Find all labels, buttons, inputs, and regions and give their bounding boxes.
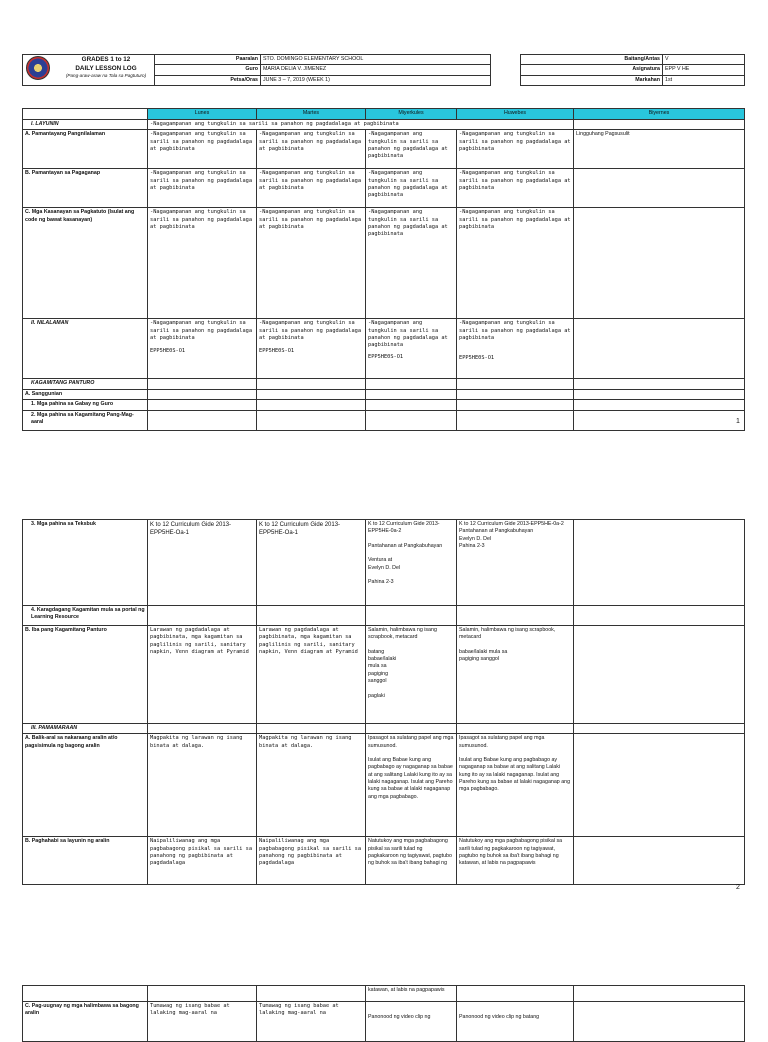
karagdagang-kagamitan-label: 4. Karagdagang Kagamitan mula sa portal ng Learning Resource — [23, 606, 148, 626]
petsa-label: Petsa/Oras — [155, 75, 261, 85]
cell-uugnay-huwebes: Panonood ng video clip ng batang — [457, 1002, 574, 1042]
sanggunian-label: A. Sanggunian — [23, 389, 148, 399]
row-label-b: B. Pamantayan sa Pagaganap — [23, 169, 148, 208]
nil-text-huwebes: -Nagagampanan ang tungkulin sa sarili sa panahon ng pagdadalaga at pagbibinata — [459, 320, 571, 341]
cell-a-huwebes: -Nagagampanan ang tungkulin sa sarili sa panahon ng pagdadalaga at pagbibinata — [457, 130, 574, 169]
cell-a-lunes: -Nagagampanan ang tungkulin sa sarili sa panahon ng pagdadalaga at pagbibinata — [148, 130, 257, 169]
nil-text-lunes: -Nagagampanan ang tungkulin sa sarili sa panahon ng pagdadalaga at pagbibinata — [150, 320, 253, 341]
cell-iba-martes: Larawan ng pagdadalaga at pagbibinata, mga kagamitan sa paglilinis ng sarili, sanitary napkin, Venn diagram at Pyramid — [257, 626, 366, 724]
paghahabi-label: B. Paghahabi sa layunin ng aralin — [23, 837, 148, 885]
asignatura-value: EPP V HE — [663, 65, 745, 75]
pamamaraan-label: III. PAMAMARAAN — [23, 724, 148, 734]
row-label-a: A. Pamantayang Pangnilalaman — [23, 130, 148, 169]
petsa-value: JUNE 3 – 7, 2019 (WEEK 1) — [261, 75, 491, 85]
cell-c-lunes: -Nagagampanan ang tungkulin sa sarili sa panahon ng pagdadalaga at pagbibinata — [148, 208, 257, 319]
pag-uugnay-label: C. Pag-uugnay ng mga halimbawa sa bagong aralin — [23, 1002, 148, 1042]
cell-iba-miyerkules: Salamin, halimbawa ng isang scrapbook, metacard batang babae/lalaki mula sa pagiging sanggol paglaki — [366, 626, 457, 724]
cell-teksbuk-martes: K to 12 Curriculum Gide 2013-EPP5HE-Oa-1 — [257, 520, 366, 606]
gabay-guro-label: 1. Mga pahina sa Gabay ng Guro — [23, 399, 148, 410]
cell-b-huwebes: -Nagagampanan ang tungkulin sa sarili sa panahon ng pagdadalaga at pagbibinata — [457, 169, 574, 208]
cell-b-miyerkules: -Nagagampanan ang tungkulin sa sarili sa panahon ng pagdadalaga at pagbibinata — [366, 169, 457, 208]
cell-teksbuk-huwebes: K to 12 Curriculum Gide 2013-EPP5HE-0a-2 Pantahanan at Pangkabuhayan Evelyn D. Del Pahina 2-3 — [457, 520, 574, 606]
nil-text-martes: -Nagagampanan ang tungkulin sa sarili sa panahon ng pagdadalaga at pagbibinata — [259, 320, 362, 341]
cell-iba-lunes: Larawan ng pagdadalaga at pagbibinata, mga kagamitan sa paglilinis ng sarili, sanitary napkin, Venn diagram at Pyramid — [148, 626, 257, 724]
cell-nil-lunes — [148, 319, 257, 379]
cell-habi-huwebes: Natutukoy ang mga pagbabagong pisikal sa sarili tulad ng pagkakaroon ng tagiyawat, pagtubo ng buhok sa iba't ibang bahagi ng katawan, at labis na pagpapawis — [457, 837, 574, 885]
lesson-table-page-2 — [22, 519, 745, 885]
cell-habi-martes: Naipaliliwanag ang mga pagbabagong pisikal sa sarili sa panahong ng pagbibinata at pagdadalaga — [257, 837, 366, 885]
kagamitang-mag-aaral-row — [23, 410, 745, 430]
cell-c-miyerkules: -Nagagampanan ang tungkulin sa sarili sa panahon ng pagdadalaga at pagbibinata — [366, 208, 457, 319]
cell-balik-martes: Magpakita ng larawan ng isang binata at dalaga. — [257, 734, 366, 837]
cell-a-biyernes: Lingguhang Pagsusulit — [574, 130, 745, 169]
nil-code-martes: EPP5HE0S-O1 — [259, 348, 295, 355]
nil-code-miyerkules: EPP5HE0S-O1 — [368, 354, 404, 361]
teksbuk-label: 3. Mga pahina sa Teksbuk — [23, 520, 148, 606]
cell-balik-huwebes: Ipasagot sa sulatang papel ang mga sumusunod. Isulat ang Babae kung ang pagbabago ay nagaganap sa babae at ang salitang Lalaki kung ito ay sa lalaki nagaganap. Isulat ang Pareho kung sa babae at lalaki nagaganap ang mga pagbabago. — [457, 734, 574, 837]
cell-uugnay-martes: Tumawag ng isang babae at lalaking mag-aaral na — [257, 1002, 366, 1042]
markahan-label: Markahan — [521, 75, 663, 85]
sanggunian-row — [23, 389, 745, 399]
title-line-3: (Pang-araw-araw na Tala sa Pagtuturo) — [65, 73, 147, 78]
title-line-1: GRADES 1 to 12 — [81, 56, 131, 63]
day-header-huwebes: Huwebes — [457, 109, 574, 120]
cell-c-martes: -Nagagampanan ang tungkulin sa sarili sa panahon ng pagdadalaga at pagbibinata — [257, 208, 366, 319]
nil-code-lunes: EPP5HE0S-O1 — [150, 348, 186, 355]
paghahabi-row — [23, 837, 745, 885]
paaralan-value: STO. DOMINGO ELEMENTARY SCHOOL — [261, 55, 491, 65]
pamamaraan-row — [23, 724, 745, 734]
cell-teksbuk-lunes: K to 12 Curriculum Gide 2013-EPP5HE-Oa-1 — [148, 520, 257, 606]
layunin-label: I. LAYUNIN — [23, 120, 148, 130]
pamantayan-sa-pagaganap-row — [23, 169, 745, 208]
cell-nil-huwebes — [457, 319, 574, 379]
kagamitan-row — [23, 379, 745, 389]
page-number-2: 2 — [736, 884, 740, 891]
header-table — [22, 54, 745, 86]
cell-teksbuk-miyerkules: K to 12 Curriculum Gide 2013-EPP5HE-0a-2 Pantahanan at Pangkabuhayan Ventura at Evelyn D. Del Pahina 2-3 — [366, 520, 457, 606]
teksbuk-row — [23, 520, 745, 606]
asignatura-label: Asignatura — [521, 65, 663, 75]
day-header-lunes: Lunes — [148, 109, 257, 120]
day-header-biyernes: Biyernes — [574, 109, 745, 120]
nil-text-miyerkules: -Nagagampanan ang tungkulin sa sarili sa panahon ng pagdadalaga at pagbibinata — [368, 320, 448, 349]
nil-code-huwebes: EPP5HE0S-O1 — [459, 355, 495, 362]
cell-b-martes: -Nagagampanan ang tungkulin sa sarili sa panahon ng pagdadalaga at pagbibinata — [257, 169, 366, 208]
guro-value: MARIA DELIA V. JIMENEZ — [261, 65, 491, 75]
cell-cont-miyerkules: katawan, at labis na pagpapawis — [366, 986, 457, 1002]
kagamitang-mag-aaral-label: 2. Mga pahina sa Kagamitang Pang-Mag-aaral — [23, 410, 148, 430]
cell-c-huwebes: -Nagagampanan ang tungkulin sa sarili sa panahon ng pagdadalaga at pagbibinata — [457, 208, 574, 319]
cell-nil-martes — [257, 319, 366, 379]
cell-balik-miyerkules: Ipasagot sa sulatang papel ang mga sumusunod. Isulat ang Babae kung ang pagbabago ay nagaganap sa babae at ang salitang Lalaki kung ito ay sa lalaki nagaganap. Isulat ang Pareho kung sa babae at lalaki nagaganap ang mga pagbabago. — [366, 734, 457, 837]
cell-nil-miyerkules — [366, 319, 457, 379]
title-line-2: DAILY LESSON LOG — [75, 64, 137, 72]
baitang-label: Baitang/Antas — [521, 55, 663, 65]
day-header-row — [23, 109, 745, 120]
continuation-row — [23, 986, 745, 1002]
cell-a-martes: -Nagagampanan ang tungkulin sa sarili sa panahon ng pagdadalaga at pagbibinata — [257, 130, 366, 169]
markahan-value: 1st — [663, 75, 745, 85]
day-header-miyerkules: Miyerkules — [366, 109, 457, 120]
day-header-martes: Martes — [257, 109, 366, 120]
karagdagang-kagamitan-row — [23, 606, 745, 626]
page-number-1: 1 — [736, 418, 740, 425]
cell-habi-lunes: Naipaliliwanag ang mga pagbabagong pisikal sa sarili sa panahong ng pagbibinata at pagdadalaga — [148, 837, 257, 885]
pamantayang-pangnilalaman-row — [23, 130, 745, 169]
cell-a-miyerkules: -Nagagampanan ang tungkulin sa sarili sa panahon ng pagdadalaga at pagbibinata — [366, 130, 457, 169]
row-label-c: C. Mga Kasanayan sa Pagkatuto (Isulat ang code ng bawat kasanayan) — [23, 208, 148, 319]
guro-label: Guro — [155, 65, 261, 75]
cell-iba-huwebes: Salamin, halimbawa ng isang scrapbook, metacard babae/lalaki mula sa pagiging sanggol — [457, 626, 574, 724]
paaralan-label: Paaralan — [155, 55, 261, 65]
balik-aral-row — [23, 734, 745, 837]
layunin-row — [23, 120, 745, 130]
kagamitan-label: KAGAMITANG PANTURO — [23, 379, 148, 389]
baitang-value: V — [663, 55, 745, 65]
cell-b-lunes: -Nagagampanan ang tungkulin sa sarili sa panahon ng pagdadalaga at pagbibinata — [148, 169, 257, 208]
nilalaman-label: II. NILALAMAN — [23, 319, 148, 379]
layunin-text: -Nagagampanan ang tungkulin sa sarili sa panahon ng pagdadalaga at pagbibinata — [148, 120, 574, 130]
iba-pang-kagamitan-row — [23, 626, 745, 724]
balik-aral-label: A. Balik-aral sa nakaraang aralin at/o pagsisimula ng bagong aralin — [23, 734, 148, 837]
lesson-table-page-3 — [22, 985, 745, 1042]
cell-habi-miyerkules: Natutukoy ang mga pagbabagong pisikal sa sarili tulad ng pagkakaroon ng tagiyawat, pagtubo ng buhok sa iba't ibang bahagi ng — [366, 837, 457, 885]
lesson-table-page-1 — [22, 108, 745, 431]
gabay-guro-row — [23, 399, 745, 410]
pag-uugnay-row — [23, 1002, 745, 1042]
nilalaman-row — [23, 319, 745, 379]
iba-pang-kagamitan-label: B. Iba pang Kagamitang Panturo — [23, 626, 148, 724]
kasanayan-row — [23, 208, 745, 319]
cell-balik-lunes: Magpakita ng larawan ng isang binata at dalaga. — [148, 734, 257, 837]
cell-uugnay-lunes: Tumawag ng isang babae at lalaking mag-aaral na — [148, 1002, 257, 1042]
cell-uugnay-miyerkules: Panonood ng video clip ng — [366, 1002, 457, 1042]
